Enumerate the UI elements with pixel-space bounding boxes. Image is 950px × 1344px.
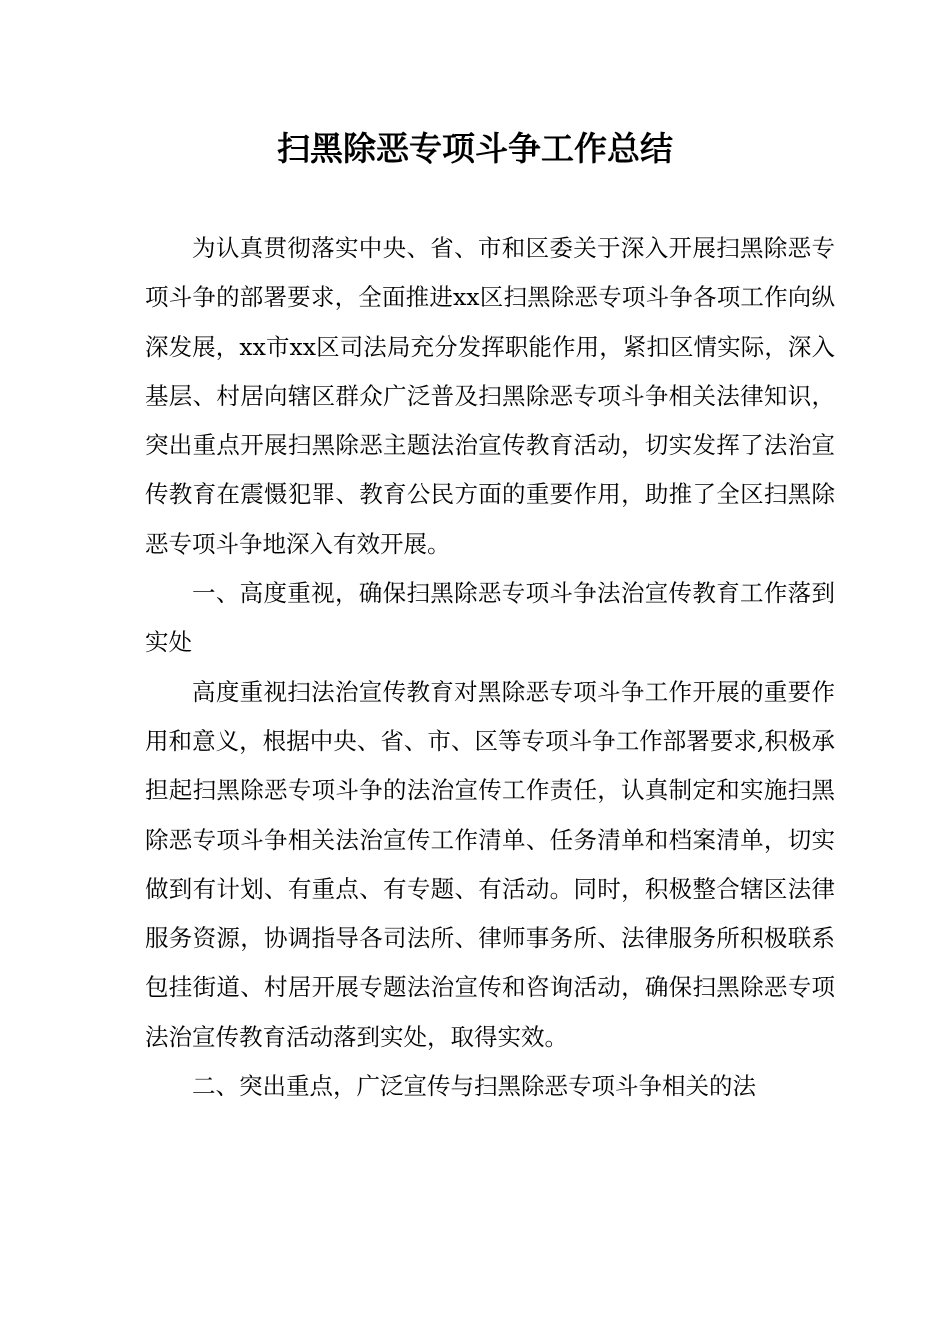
paragraph-section-1: 高度重视扫法治宣传教育对黑除恶专项斗争工作开展的重要作用和意义，根据中央、省、市、区等专项斗争工作部署要求,积极承担起扫黑除恶专项斗争的法治宣传工作责任，认真制定和实施扫黑除恶专项斗争相关法治宣传工作清单、任务清单和档案清单，切实做到有计划、有重点、有专题、有活动。同时，积极整合辖区法律服务资源，协调指导各司法所、律师事务所、法律服务所积极联系包挂街道、村居开展专题法治宣传和咨询活动，确保扫黑除恶专项法治宣传教育活动落到实处，取得实效。 <box>145 677 835 1051</box>
section-heading-2: 二、突出重点，广泛宣传与扫黑除恶专项斗争相关的法 <box>192 1072 756 1101</box>
section-heading-1: 一、高度重视，确保扫黑除恶专项斗争法治宣传教育工作落到实处 <box>145 579 835 657</box>
paragraph-intro: 为认真贯彻落实中央、省、市和区委关于深入开展扫黑除恶专项斗争的部署要求，全面推进xx区扫黑除恶专项斗争各项工作向纵深发展，xx市xx区司法局充分发挥职能作用，紧扣区情实际，深入基层、村居向辖区群众广泛普及扫黑除恶专项斗争相关法律知识，突出重点开展扫黑除恶主题法治宣传教育活动，切实发挥了法治宣传教育在震慑犯罪、教育公民方面的重要作用，助推了全区扫黑除恶专项斗争地深入有效开展。 <box>145 234 835 558</box>
document-body <box>145 224 835 1111</box>
document-title: 扫黑除恶专项斗争工作总结 <box>277 129 673 168</box>
